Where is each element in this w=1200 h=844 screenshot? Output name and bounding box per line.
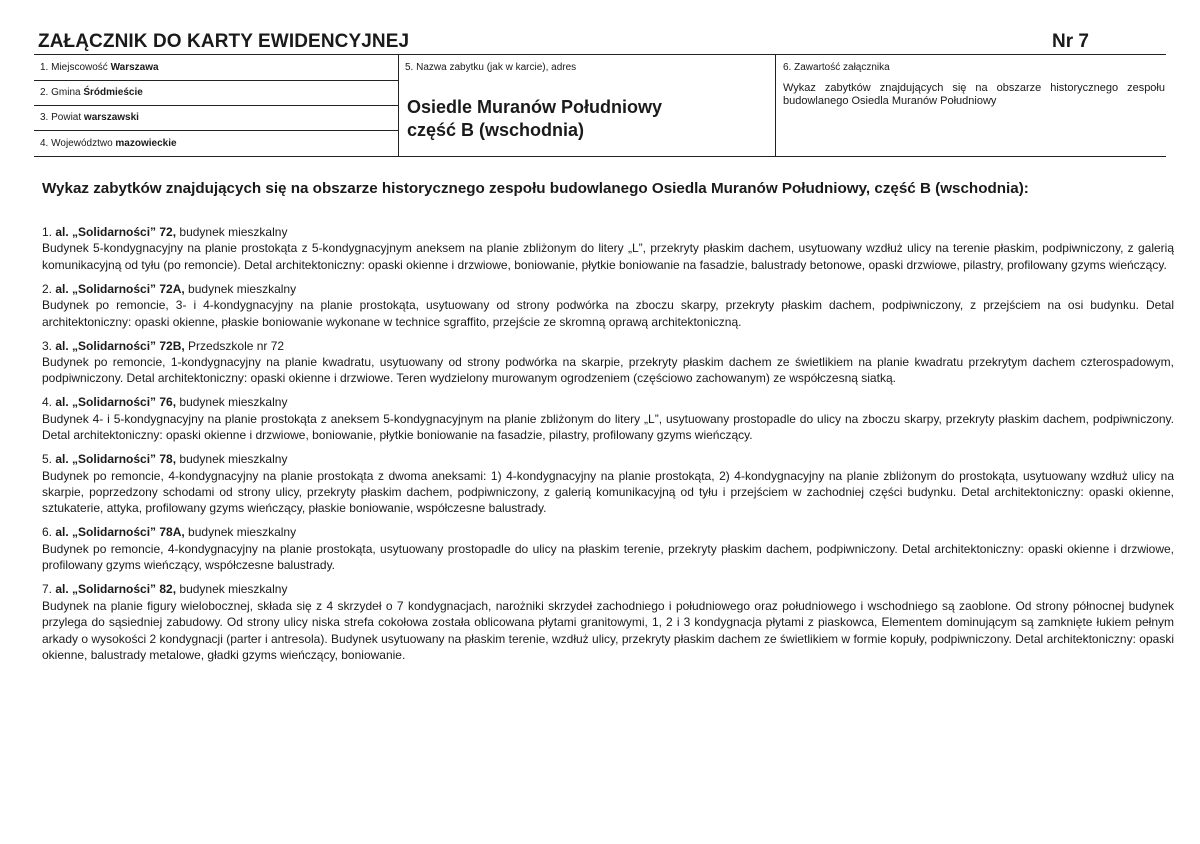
entry-address: al. „Solidarności” 72,: [55, 225, 177, 239]
list-item: [42, 338, 1174, 387]
field-powiat-label: 3. Powiat: [40, 112, 84, 123]
entry-header: [42, 394, 1174, 410]
field-wojewodztwo: [40, 138, 177, 149]
column-divider-1: [398, 54, 399, 156]
list-item: [42, 581, 1174, 663]
form-bottom-rule: [34, 156, 1166, 157]
entry-header: [42, 281, 1174, 297]
document-number: Nr 7: [1052, 31, 1089, 52]
entry-type: budynek mieszkalny: [184, 525, 297, 540]
field-divider-3: [34, 130, 398, 131]
field-powiat: [40, 112, 139, 123]
monument-list: [42, 224, 1174, 671]
entry-type: budynek mieszkalny: [184, 281, 297, 296]
entry-description: Budynek po remoncie, 3- i 4-kondygnacyjny na planie prostokąta, usytuowany od strony podwórka na zboczu skarpy, przekryty płaskim dachem, podpiwniczony, z przejściem na osi budynku. Detal architektoniczny: opaski okienne, płaskie boniowanie wykonane w technice sgraffito, przejście ze skromną oprawą architektoniczną.: [42, 298, 1174, 329]
entry-address: al. „Solidarności” 82,: [55, 582, 177, 597]
list-item: [42, 451, 1174, 517]
field-gmina-value: Śródmieście: [83, 87, 143, 98]
entry-number: 5.: [42, 452, 56, 467]
entry-number: 4.: [42, 395, 56, 410]
entry-type: budynek mieszkalny: [176, 452, 288, 467]
entry-address: al. „Solidarności” 72B,: [55, 338, 185, 353]
field-powiat-value: warszawski: [83, 112, 139, 123]
field-miejscowosc-label: 1. Miejscowość: [40, 62, 111, 73]
field-divider-2: [34, 105, 398, 106]
entry-description: Budynek na planie figury wielobocznej, składa się z 4 skrzydeł o 7 kondygnacjach, narożniki skrzydeł zachodniego i południowego oraz południowego i wschodniego są zaoblone. Od strony północnej budynek przylega do sąsiedniej zabudowy. Od strony ulicy niska strefa cokołowa została oblicowana płytami granitowymi, 1, 2 i 3 kondygnacja płytami z piaskowca, Elementem dominującym są zamknięte łukiem pełnym arkady o wysokości 2 kondygnacji (parter i antresola). Budynek usytuowany na płaskim terenie, wzdłuż ulicy, przekryty płaskim dachem ze świetlikiem w formie kopuły, podpiwniczony. Detal architektoniczny: opaski okienne, balustrady metalowe, gładki gzyms wieńczący, boniowanie.: [42, 598, 1174, 662]
entry-header: [42, 338, 1174, 354]
entry-type: Przedszkole nr 72: [184, 338, 285, 353]
header-rule: [34, 54, 1166, 55]
field-wojewodztwo-value: mazowieckie: [115, 138, 177, 149]
entry-address: al. „Solidarności” 78,: [55, 452, 177, 467]
list-item: [42, 281, 1174, 330]
list-item: [42, 394, 1174, 443]
list-item: [42, 224, 1174, 273]
entry-header: [42, 581, 1174, 597]
monument-name-line-2: część B (wschodnia): [407, 120, 585, 140]
entry-description: Budynek 4- i 5-kondygnacyjny na planie prostokąta z aneksem 5-kondygnacyjnym na planie zbliżonym do litery „L”, usytuowany prostopadle do ulicy na zboczu skarpy, przekryty płaskim dachem, podpiwniczony. Detal architektoniczny: opaski okienne i drzwiowe, boniowanie, płytkie boniowanie na fasadzie, pilastry, profilowany gzyms wieńczący.: [42, 411, 1174, 443]
entry-number: 6.: [42, 525, 56, 540]
entry-number: 1.: [42, 225, 56, 239]
field-zawartosc-label: 6. Zawartość załącznika: [783, 62, 890, 73]
entry-type: budynek mieszkalny: [176, 225, 288, 239]
entry-address: al. „Solidarności” 72A,: [55, 281, 185, 296]
list-item: [42, 524, 1174, 573]
field-miejscowosc: [40, 62, 159, 73]
entry-header: [42, 224, 1174, 240]
entry-description: Budynek 5-kondygnacyjny na planie prostokąta z 5-kondygnacyjnym aneksem na planie zbliżonym do litery „L”, przekryty płaskim dachem, usytuowany wzdłuż ulicy na terenie płaskim, podpiwniczony, z galerią komunikacyjną od tyłu (po remoncie). Detal architektoniczny: opaski okienne i drzwiowe, boniowanie, płytkie boniowanie na fasadzie, balustrady betonowe, opaski drzwiowe, pilastry, profilowany gzyms wieńczący.: [42, 241, 1174, 272]
entry-number: 7.: [42, 582, 56, 597]
entry-description: Budynek po remoncie, 4-kondygnacyjny na planie prostokąta, usytuowany prostopadle do ulicy na płaskim terenie, przekryty płaskim dachem, podpiwniczony. Detal architektoniczny: opaski okienne i drzwiowe, profilowany gzyms wieńczący, współczesne balustrady.: [42, 541, 1174, 573]
document-title: ZAŁĄCZNIK DO KARTY EWIDENCYJNEJ: [38, 31, 410, 52]
entry-header: [42, 451, 1174, 467]
field-gmina-label: 2. Gmina: [40, 87, 84, 98]
entry-address: al. „Solidarności” 78A,: [55, 525, 185, 540]
monument-name: [407, 96, 767, 142]
entry-type: budynek mieszkalny: [176, 582, 288, 597]
entry-description: Budynek po remoncie, 1-kondygnacyjny na planie kwadratu, usytuowany od strony podwórka na skarpie, przekryty płaskim dachem ze świetlikiem na planie kwadratu przekrytym dachem czterospadowym, podpiwniczony. Detal architektoniczny: opaski okienne i drzwiowe. Teren wydzielony murowanym ogrodzeniem (częściowo zachowanym) ze współczesną siatką.: [42, 355, 1174, 386]
field-gmina: [40, 87, 143, 98]
monument-name-line-1: Osiedle Muranów Południowy: [407, 97, 663, 117]
entry-address: al. „Solidarności” 76,: [55, 395, 177, 410]
field-wojewodztwo-label: 4. Województwo: [40, 138, 116, 149]
column-divider-2: [775, 54, 776, 156]
field-nazwa-label: 5. Nazwa zabytku (jak w karcie), adres: [405, 62, 577, 73]
list-heading: Wykaz zabytków znajdujących się na obszarze historycznego zespołu budowlanego Osiedla Muranów Południowy, część B (wschodnia):: [42, 180, 1029, 197]
field-divider-1: [34, 80, 398, 81]
entry-description: Budynek po remoncie, 4-kondygnacyjny na planie prostokąta z dwoma aneksami: 1) 4-kondygnacyjny na planie prostokąta, 2) 4-kondygnacyjny na planie zbliżonym do prostokąta, usytuowany wzdłuż ulicy na skarpie, poprzedzony schodami od strony ulicy, przekryty płaskim dachem, podpiwniczony, z galerią komunikacyjną od tyłu i przejściem w zachodniej części budynku. Detal architektoniczny: opaski okienne, sztukaterie, attyka, profilowany gzyms wieńczący, płaskie boniowanie, współczesne balustrady.: [42, 468, 1174, 516]
entry-type: budynek mieszkalny: [176, 395, 288, 410]
field-zawartosc-value: Wykaz zabytków znajdujących się na obszarze historycznego zespołu budowlanego Osiedla Muranów Południowy: [783, 82, 1165, 107]
entry-header: [42, 524, 1174, 540]
field-miejscowosc-value: Warszawa: [110, 62, 159, 73]
entry-number: 3.: [42, 338, 56, 353]
entry-number: 2.: [42, 281, 56, 296]
